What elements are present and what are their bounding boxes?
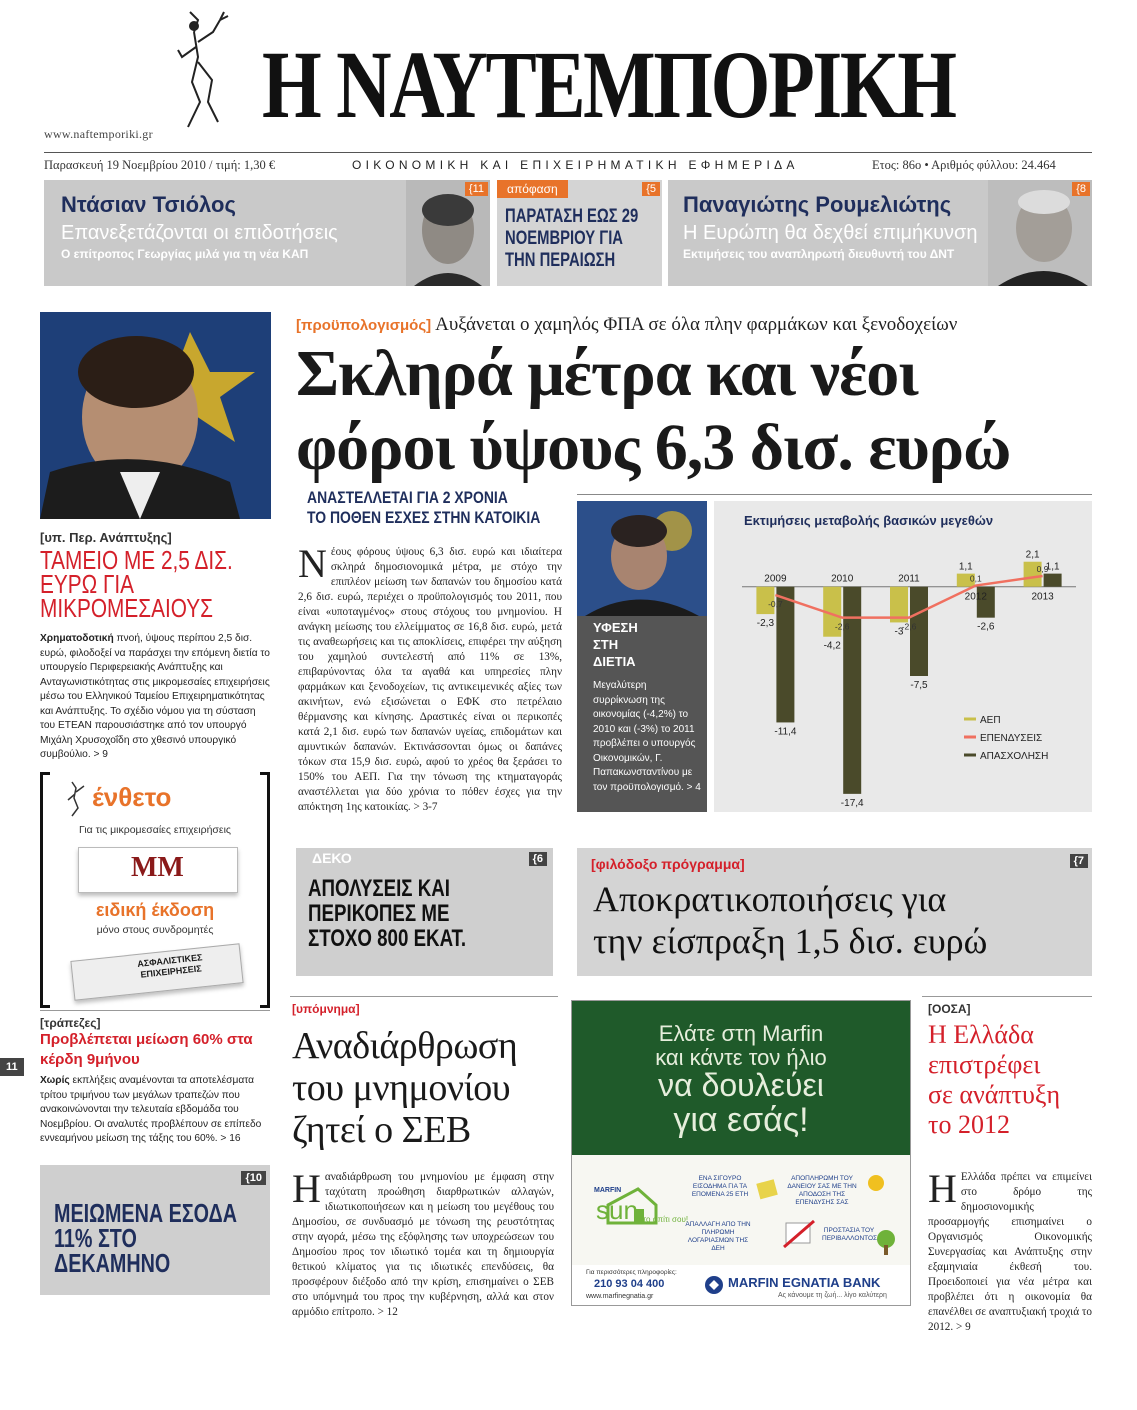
oosa-headline-2[interactable]: επιστρέφει [928,1050,1041,1079]
oosa-dropcap: Η [928,1166,957,1211]
ad-product-sub: στο σπίτι σου! [638,1215,689,1224]
ad-phone[interactable]: 210 93 04 400 [594,1278,665,1290]
ad-benefit-4: ΠΡΟΣΤΑΣΙΑ ΤΟΥ ΠΕΡΙΒΑΛΛΟΝΤΟΣ [822,1227,878,1242]
recession-box [577,501,707,812]
chart-svg [714,501,1092,812]
rule-oosa [922,996,1092,997]
masthead-date-price: Παρασκευή 19 Νοεμβρίου 2010 / τιμή: 1,30 € [44,158,276,172]
masthead-website[interactable]: www.naftemporiki.gr [44,127,153,141]
ad-top [572,1001,910,1155]
insert-mm-logo: MM [131,852,184,883]
rule-sev [290,996,558,997]
sev-text: αναδιάρθρωση του μνημονίου με έμφαση στην ταχύτατη προώθηση διαρθρωτικών αλλαγών, ιδιωτικοποιήσεων και η μείωση του μεγέθους του Δημοσίου, σε συνδυασμό με τόνωση της ρευστότητας στην αγορά, μέσω της εξόφλησης των υποχρεώσεων του Δημοσίου προς τον ιδιωτικό τομέα και τη δημιουργία θετικού κλίματος για τις ιδιωτικές επενδύσεις, θα προσφέρουν διέξοδο από την κρίση, επισημαίνει ο ΣΕΒ στο υπόμνημά του προς την κυβέρνηση, αλλά και στον αρμόδιο επίτροπο. > 12 [292,1171,554,1318]
ad-benefit-1: ΕΝΑ ΣΙΓΟΥΡΟ ΕΙΣΟΔΗΜΑ ΓΙΑ ΤΑ ΕΠΟΜΕΝΑ 25 ΕΤΗ [691,1175,749,1198]
sev-body [292,1166,554,1320]
teaser-sub: Ο επίτροπος Γεωργίας μιλά για τη νέα ΚΑΠ [61,247,309,261]
insert-special: ειδική έκδοση [95,900,215,920]
teaser-headline: Η Ευρώπη θα δεχθεί επιμήκυνση [683,222,978,244]
oosa-headline-3[interactable]: σε ανάπτυξη [928,1080,1061,1109]
legend-label: ΕΠΕΝΔΥΣΕΙΣ [980,733,1043,744]
investment-data-label: -2,6 [901,621,917,632]
left-story-kicker: [υπ. Περ. Ανάπτυξης] [40,530,172,545]
income-page[interactable]: {10 [241,1171,266,1185]
privat-box[interactable] [577,848,1092,976]
gdp-data-label: -2,3 [756,618,775,630]
income-headline: ΜΕΙΩΜΕΝΑ ΕΣΟΔΑ 11% ΣΤΟ ΔΕΚΑΜΗΝΟ [54,1198,237,1278]
deko-page[interactable]: {6 [529,852,547,866]
lead-subhead-1: ΑΝΑΣΤΕΛΛΕΤΑΙ ΓΙΑ 2 ΧΡΟΝΙΑ [307,488,508,507]
ad-info: Για περισσότερες πληροφορίες: [586,1269,677,1276]
lead-kicker-line [296,314,957,336]
chart-title: Εκτιμήσεις μεταβολής βασικών μεγεθών [744,513,994,528]
teaser-name: Παναγιώτης Ρουμελιώτης [683,192,952,217]
rule-chart-top [577,494,1092,495]
masthead-rule [44,152,1092,153]
bracket-left [40,772,50,1008]
papakonstantinou-photo [577,501,707,616]
gdp-data-label: -4,2 [823,640,841,652]
banks-headline[interactable]: Προβλέπεται μείωση 60% στα κέρδη 9μήνου [40,1031,253,1068]
investment-data-label: 0,9 [1036,564,1049,574]
privat-page[interactable]: {7 [1070,854,1088,868]
recession-text: Μεγαλύτερη συρρίκνωση της οικονομίας (-4,2%) το 2010 και (-3%) το 2011 προβλέπει ο υπουργός Οικονομικών, Γ. Παπακωνσταντίνου με τον προϋπολογισμό. > 4 [593,680,701,793]
income-box[interactable] [40,1165,270,1295]
employment-data-label: -2,6 [977,621,995,633]
ad-benefit-2: ΑΠΟΠΛΗΡΩΜΗ ΤΟΥ ΔΑΝΕΙΟΥ ΣΑΣ ΜΕ ΤΗΝ ΑΠΟΔΟΣΗ ΤΗΣ ΕΠΕΝΔΥΣΗΣ ΣΑΣ [787,1175,857,1206]
insert-subscribers: μόνο στους συνδρομητές [96,924,214,936]
ad-line4: για εσάς! [673,1101,809,1139]
x-tick-label: 2010 [831,573,854,585]
ad-line1: Ελάτε στη Marfin [658,1021,824,1046]
marfin-ad[interactable] [571,1000,911,1306]
x-tick-label: 2013 [1031,591,1054,603]
insert-banner [70,943,243,1001]
banks-lead: Χωρίς [40,1075,70,1086]
deko-headline: ΑΠΟΛΥΣΕΙΣ ΚΑΙ ΠΕΡΙΚΟΠΕΣ ΜΕ ΣΤΟΧΟ 800 ΕΚΑΤ. [308,875,467,952]
masthead [0,0,1137,180]
sun-icon [862,1169,890,1197]
oosa-kicker: [ΟΟΣΑ] [928,1002,971,1016]
bracket-right [260,772,270,1008]
banks-body [40,1074,270,1147]
left-story-headline[interactable]: ΤΑΜΕΙΟ ΜΕ 2,5 ΔΙΣ. ΕΥΡΩ ΓΙΑ ΜΙΚΡΟΜΕΣΑΙΟΥΣ [40,545,233,623]
teaser-name: Ντάσιαν Τσιόλος [61,192,236,217]
hermes-small-icon [62,778,90,818]
gdp-data-label: 2,1 [1025,549,1040,561]
no-bill-icon [782,1219,816,1249]
chrysochoidis-photo [40,312,271,519]
teaser-sub: Εκτιμήσεις του αναπληρωτή διευθυντή του ΔΝΤ [683,247,955,261]
teaser-tsiolos[interactable] [44,180,490,286]
left-story-text: πνοή, ύψους περίπου 2,5 δισ. ευρώ, φιλοδοξεί να παράσχει την επόμενη διετία το υπουργείο Περιφερειακής Ανάπτυξης και Ανταγωνιστικότητας στις μικρομεσαίες επιχειρήσεις μέσω του Ελληνικού Ταμείου Επιχειρηματικότητας και Ανάπτυξης. Το σχέδιο νόμου για τη σύσταση του ΕΤΕΑΝ παρουσιάστηκε από τον υπουργό Μιχάλη Χρυσοχοΐδη στο χθεσινό υπουργικό συμβούλιο. > 9 [40,633,270,760]
x-tick-label: 2009 [764,573,787,585]
ad-product-top: MARFIN [594,1187,622,1194]
lead-body [298,541,562,815]
insert-magazine [78,847,238,893]
deko-tag: ΔΕΚΟ [312,850,352,866]
lead-text: έους φόρους ύψους 6,3 δισ. ευρώ και ιδιαίτερα σκληρά δημοσιονομικά μέτρα, με στόχο την επιπλέον μείωση των δαπανών του δημοσίου κατά 2,6 δισ. ευρώ, περιέχει ο προϋπολογισμός του 2011, που είναι «υποταγμένος» στους στόχους του μνημονίου. Η ανάγκη μείωσης του ελλείμματος σε 16,8 δισ. ευρώ, μετά τις αναθεωρήσεις και τις αποκλίσεις, επιφέρει την αύξηση του χαμηλού συντελεστή από 11% σε 13%, επιβαρύνοντας όλα τα αγαθά και υπηρεσίες πλην φαρμάκων και ξενοδοχείων, τις αντικειμενικές αξίες των ακινήτων, ενώ εξισώνεται ο ΕΦΚ στο πετρέλαιο θέρμανσης και κίνησης. Δραστικές είναι οι περικοπές κατά 2,1 δισ. ευρώ των δαπανών υγείας, επιδομάτων και αμυντικών δαπανών. Εκτινάσσονται όμως οι δαπάνες τόκων στα 15,9 δισ. ευρώ, αφού το χρέος θα ξεράσει το 150% του ΑΕΠ. Για την τόνωση της κτηματαγοράς αναστέλλεται για δύο χρόνια το πόθεν έσχες για την απόκτηση 1ης κατοικίας. > 3-7 [298,546,562,813]
teaser-roumeliotis[interactable] [668,180,1092,286]
gdp-data-label: -3 [894,626,904,638]
ad-line2: και κάντε τον ήλιο [655,1045,827,1070]
teaser-page[interactable]: {5 [642,182,660,196]
privat-headline-1: Αποκρατικοποιήσεις για [593,879,947,919]
hermes-logo-icon [168,2,238,140]
ad-url[interactable]: www.marfinegnatia.gr [586,1293,654,1300]
masthead-subtitle: ΟΙΚΟΝΟΜΙΚΗ ΚΑΙ ΕΠΙΧΕΙΡΗΜΑΤΙΚΗ ΕΦΗΜΕΡΙΔΑ [352,158,799,172]
employment-data-label: -7,5 [910,680,928,691]
oosa-headline-1[interactable]: Η Ελλάδα [928,1020,1034,1049]
ad-product: sun [596,1195,638,1225]
teaser-headline: ΠΑΡΑΤΑΣΗ ΕΩΣ 29 ΝΟΕΜΒΡΙΟΥ ΓΙΑ ΤΗΝ ΠΕΡΑΙΩΣΗ [505,206,639,271]
deko-box[interactable] [296,848,553,976]
privat-headline-2: την είσπραξη 1,5 δισ. ευρώ [593,921,988,961]
insert-box[interactable] [40,772,270,1008]
x-tick-label: 2012 [964,591,987,603]
teaser-page[interactable]: {8 [1072,182,1090,196]
legend-label: ΑΠΑΣΧΟΛΗΣΗ [980,751,1049,762]
masthead-issue: Ετος: 86ο • Αριθμός φύλλου: 24.464 [872,158,1056,172]
oosa-body [928,1166,1092,1335]
employment-data-label: -11,4 [774,726,797,738]
ad-slogan: Ας κάνουμε τη ζωή... λίγο καλύτερη [778,1292,887,1299]
sev-headline-1[interactable]: Αναδιάρθρωση [292,1025,518,1067]
x-tick-label: 2011 [898,573,920,585]
teaser-headline: Επανεξετάζονται οι επιδοτήσεις [61,222,338,244]
left-story-lead: Χρηματοδοτική [40,633,114,644]
sev-headline-2[interactable]: του μνημονίου [292,1067,511,1109]
insert-title: ένθετο [92,782,172,812]
insert-subtitle: Για τις μικρομεσαίες επιχειρήσεις [79,824,231,836]
lead-subhead-2: ΤΟ ΠΟΘΕΝ ΕΣΧΕΣ ΣΤΗΝ ΚΑΤΟΙΚΙΑ [307,508,541,527]
privat-kicker: [φιλόδοξο πρόγραμμα] [591,856,745,872]
investment-data-label: -2,6 [834,621,850,632]
marfin-logo-icon [704,1275,724,1295]
sev-headline-3[interactable]: ζητεί ο ΣΕΒ [292,1109,471,1151]
ad-bank: MARFIN EGNATIA BANK [728,1275,881,1290]
tree-icon [874,1229,898,1257]
teaser-paratasi[interactable] [497,180,662,286]
left-story-body [40,632,270,763]
ad-line3: να δουλεύει [658,1067,824,1103]
lead-dropcap: Ν [298,541,327,586]
ad-benefit-3: ΑΠΑΛΛΑΓΗ ΑΠΟ ΤΗΝ ΠΛΗΡΩΜΗ ΛΟΓΑΡΙΑΣΜΩΝ ΤΗΣ ΔΕΗ [685,1221,751,1252]
employment-bar [1044,574,1062,587]
lead-kicker: [προϋπολογισμός] [296,317,432,334]
oosa-headline-4[interactable]: το 2012 [928,1110,1010,1139]
employment-data-label: 1,1 [1045,561,1060,573]
gdp-data-label: 1,1 [958,561,973,573]
insert-banner-text: ΑΣΦΑΛΙΣΤΙΚΕΣ ΕΠΙΧΕΙΡΗΣΕΙΣ [136,952,203,980]
ad-mid [572,1155,910,1265]
sev-dropcap: Η [292,1166,321,1211]
solar-icon [754,1175,782,1203]
lead-headline-1[interactable]: Σκληρά μέτρα και νέοι [296,337,918,410]
lead-headline-2[interactable]: φόροι ύψους 6,3 δισ. ευρώ [296,411,1011,484]
employment-data-label: -17,4 [840,797,864,809]
banks-text: εκπλήξεις αναμένονται τα αποτελέσματα τρίτου τριμήνου των μεγάλων τραπεζών που ανακοινώνονται την τελευταία εβδομάδα του Νοεμβρίου. Οι αναλυτές προβλέπουν σε επίπεδο εννεαμήνου μείωση της τάξης του 60%. > 16 [40,1075,262,1144]
legend-label: ΑΕΠ [980,715,1001,726]
masthead-title: Η ΝΑΥΤΕΜΠΟΡΙΚΗ [262,31,955,138]
rule-banks [40,1010,270,1011]
investment-data-label: 0,1 [969,573,982,584]
recession-title: ΥΦΕΣΗ ΣΤΗ ΔΙΕΤΙΑ [593,620,638,669]
lead-kicker-text: Αυξάνεται ο χαμηλός ΦΠΑ σε όλα πλην φαρμάκων και ξενοδοχείων [435,314,958,335]
teaser-tag: απόφαση [497,180,568,198]
page-number-badge: 11 [0,1058,24,1076]
banks-kicker: [τράπεζες] [40,1016,101,1030]
teaser-page[interactable]: {11 [465,182,488,196]
oosa-text: Ελλάδα πρέπει να επιμείνει στο δρόμο της δημοσιονομικής προσαρμογής επισημαίνει ο Οργανισμός Οικονομικής Συνεργασίας και Ανάπτυξης στην εξαμηνιαία έκθεσή του. Προειδοποιεί για νέα μέτρα και προβλέπει ότι η οικονομία θα επανέλθει σε αναπτυξιακή τροχιά το 2012. > 9 [928,1171,1092,1333]
ad-bottom [572,1265,910,1305]
chart-area [714,501,1092,812]
sev-kicker: [υπόμνημα] [292,1002,360,1016]
investment-data-label: -0,7 [768,599,783,610]
